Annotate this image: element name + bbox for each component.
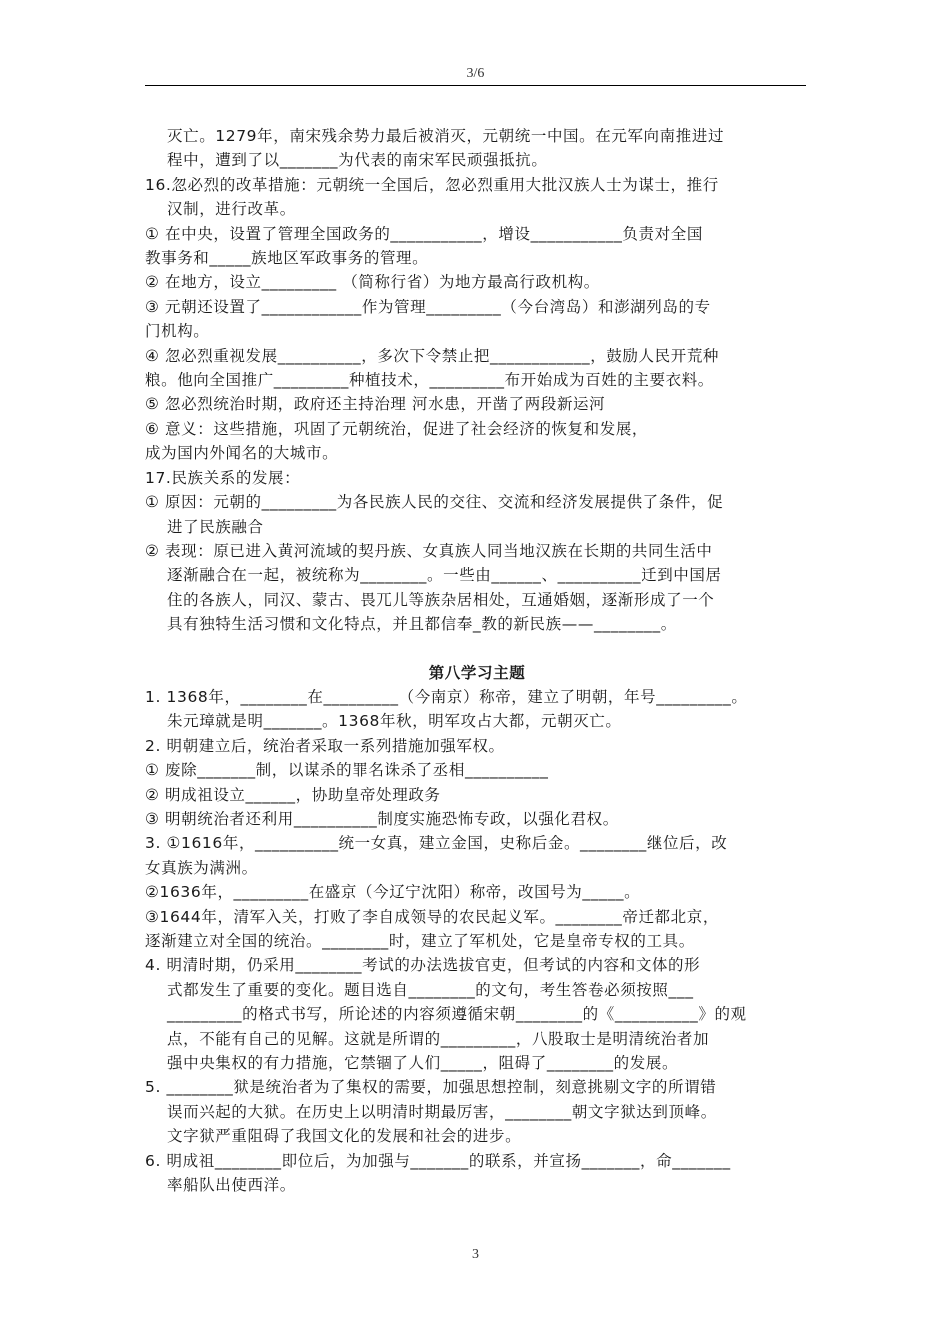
text-line: 教事务和_____族地区军政事务的管理。: [145, 249, 429, 268]
text-line: ① 在中央，设置了管理全国政务的___________，增设___________负责对全国: [145, 224, 703, 243]
header-rule: [145, 85, 806, 86]
text-line: 成为国内外闻名的大城市。: [145, 444, 339, 463]
text-line: ② 在地方，设立_________ （简称行省）为地方最高行政机构。: [145, 273, 600, 292]
section-ming-qing: [145, 685, 809, 1198]
text-line: 式都发生了重要的变化。题目选自________的文句，考生答卷必须按照___: [167, 980, 694, 999]
text-line: 门机构。: [145, 322, 210, 341]
text-line: ⑥ 意义：这些措施，巩固了元朝统治，促进了社会经济的恢复和发展，: [145, 419, 649, 438]
text-line: 6. 明成祖________即位后，为加强与_______的联系，并宣扬_______，命_______: [145, 1151, 731, 1170]
text-line: 5. ________狱是统治者为了集权的需要，加强思想控制，刻意挑剔文字的所谓错: [145, 1078, 717, 1097]
text-line: 住的各族人，同汉、蒙古、畏兀儿等族杂居相处，互通婚姻，逐渐形成了一个: [167, 590, 715, 609]
text-line: ③1644年，清军入关，打败了李自成领导的农民起义军。________帝迁都北京，: [145, 907, 719, 926]
text-line: 文字狱严重阻碍了我国文化的发展和社会的进步。: [167, 1127, 522, 1146]
text-line: 女真族为满洲。: [145, 858, 258, 877]
text-line: 逐渐融合在一起，被统称为________。一些由______、__________迁到中国居: [167, 566, 722, 585]
text-line: ③ 明朝统治者还利用__________制度实施恐怖专政，以强化君权。: [145, 809, 619, 828]
text-line: 3. ①1616年，__________统一女真，建立金国，史称后金。________继位后，改: [145, 834, 728, 853]
section-title: 第八学习主题: [428, 662, 526, 682]
text-line: 粮。他向全国推广_________种植技术，_________布开始成为百姓的主要衣料。: [145, 371, 714, 390]
document-body: [145, 124, 809, 1197]
text-line: 16.忽必烈的改革措施：元朝统一全国后，忽必烈重用大批汉族人士为谋士，推行: [145, 175, 719, 194]
text-line: ③ 元朝还设置了____________作为管理_________（今台湾岛）和澎湖列岛的专: [145, 297, 711, 316]
text-line: 进了民族融合: [167, 517, 264, 536]
text-line: 点，不能有自己的见解。这就是所谓的_________，八股取士是明清统治者加: [167, 1029, 710, 1048]
text-line: 1. 1368年，________在_________（今南京）称帝，建立了明朝，年号_________。: [145, 687, 748, 706]
text-line: 具有独特生活习惯和文化特点，并且都信奉_教的新民族——________。: [167, 615, 677, 634]
text-line: 强中央集权的有力措施，它禁锢了人们_____，阻碍了________的发展。: [167, 1054, 679, 1073]
text-line: 灭亡。1279年，南宋残余势力最后被消灭，元朝统一中国。在元军向南推进过: [167, 127, 725, 145]
text-line: 汉制，进行改革。: [167, 200, 296, 219]
text-line: 程中，遭到了以_______为代表的南宋军民顽强抵抗。: [167, 151, 548, 170]
text-line: ②1636年，_________在盛京（今辽宁沈阳）称帝，改国号为_____。: [145, 883, 641, 902]
text-line: ④ 忽必烈重视发展__________，多次下令禁止把____________，鼓励人民开荒种: [145, 346, 720, 365]
text-line: _________的格式书写，所论述的内容须遵循宋朝________的《__________》的观: [167, 1005, 747, 1024]
text-line: 误而兴起的大狱。在历史上以明清时期最厉害，________朝文字狱达到顶峰。: [167, 1102, 717, 1121]
text-line: ① 原因：元朝的_________为各民族人民的交往、交流和经济发展提供了条件，促: [145, 493, 724, 512]
text-line: ① 废除_______制，以谋杀的罪名诛杀了丞相__________: [145, 761, 549, 780]
text-line: ② 表现：原已进入黄河流域的契丹族、女真族人同当地汉族在长期的共同生活中: [145, 541, 713, 560]
page-header: 3/6: [466, 66, 485, 81]
section-yuan: [145, 124, 809, 637]
text-line: 2. 明朝建立后，统治者采取一系列措施加强军权。: [145, 736, 505, 755]
text-line: 4. 明清时期，仍采用________考试的办法选拔官吏，但考试的内容和文体的形: [145, 956, 701, 975]
page-number: 3: [472, 1247, 479, 1262]
text-line: 朱元璋就是明_______。1368年秋，明军攻占大都，元朝灭亡。: [167, 712, 622, 731]
text-line: ② 明成祖设立______，协助皇帝处理政务: [145, 785, 441, 804]
text-line: 17.民族关系的发展：: [145, 468, 301, 487]
text-line: ⑤ 忽必烈统治时期，政府还主持治理 河水患，开凿了两段新运河: [145, 395, 606, 414]
text-line: 逐渐建立对全国的统治。________时，建立了军机处，它是皇帝专权的工具。: [145, 932, 695, 950]
text-line: 率船队出使西洋。: [167, 1176, 296, 1195]
